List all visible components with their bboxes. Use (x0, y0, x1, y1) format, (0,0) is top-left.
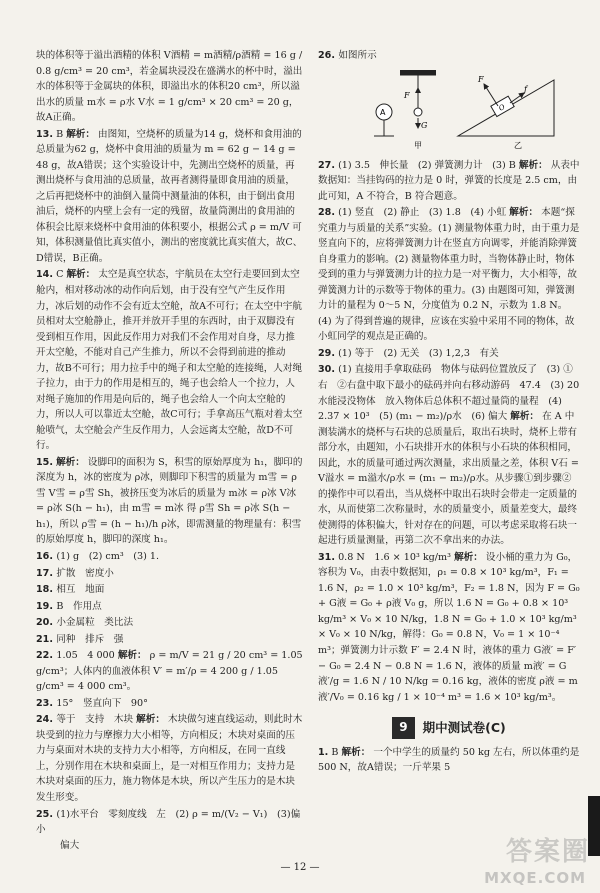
answer-choice: C (56, 269, 64, 281)
answer-text: 1.05 4 000 (56, 650, 115, 662)
answer-c-1 (318, 745, 580, 776)
question-number: 29. (318, 347, 335, 359)
answer-text: 0.8 N 1.6 × 10³ kg/m³ (338, 551, 451, 563)
analysis-label: 解析： (56, 456, 85, 468)
text: 块的体积等于溢出酒精的体积 (36, 50, 161, 61)
analysis-label: 解析： (510, 411, 540, 423)
answer-text: (1)水平台 零刻度线 左 (2) ρ = m/(V₂ − V₁) (3)偏小 (36, 808, 301, 836)
analysis-text: 设小桶的重力为 G₀，容积为 V₀，由表中数据知，ρ₁ = 0.8 × 10³ kg/m³，F₁ = 1.6 N，ρ₂ = 1.0 × 10³ kg/m³，F₂ = 1.8 N，因为 F = G₀ + G液 = G₀ + ρ液 V₀ g，所以 1.6 N = G₀ + 0.8 × 10³ kg/m³ × V₀ × 10 N/kg，1.8 N = G₀ + 1.0 × 10³ kg/m³ × V₀ × 10 N/kg，解得：G₀ = 0.8 N，V₀ = 1 × 10⁻⁴ m³；弹簧测力计示数 F′ = 2.4 N 时，液体的重力 G液′ = F′ − G₀ = 2.4 N − 0.8 N = 1.6 N，液体的质量 m液′ = G液′/g = 1.6 N / 10 N/kg = 0.16 kg，液体的密度 ρ液 = m液′/V₀ = 0.16 kg / 1 × 10⁻⁴ m³ = 1.6 × 10³ kg/m³。 (318, 551, 580, 703)
force-diagram-figure (318, 66, 580, 154)
analysis-label: 解析： (518, 159, 548, 171)
answer-text: 小金属粒 类比法 (56, 617, 134, 629)
question-number: 14. (36, 269, 53, 281)
analysis-label: 解析： (66, 269, 96, 281)
answer-25: 25. (1)水平台 零刻度线 左 (2) ρ = m/(V₂ − V₁) (3)偏小 偏大 (36, 807, 304, 854)
analysis-text: 在 A 中测装满水的烧杯与石块的总质量后，取出石块时，烧杯上带有部分水，由题知，小石块排开水的体积与小石块的体积相同，因此，水的质量可通过两次测量，求出质量之差，体积 V石 = V溢水 = m溢水/ρ水 = (m₁ − m₂)/ρ水。从步骤①到步骤②的操作中可以看出，当从烧杯中取出石块时会带走一定质量的水，从而使第二次称量时，水的质量变小，质量差变大，最终使测得的体积偏大，针对存在的问题，可以考虑采取将石块一起进行质量测量，再第二次不拿出来的办法。 (318, 411, 579, 547)
question-number: 31. (318, 551, 335, 563)
analysis-text: 本题“探究重力与质量的关系”实验。(1) 测量物体重力时，由于重力是竖直向下的，应将弹簧测力计在竖直方向调零，并能消除弹簧自身重力的影响。(2) 测量物体重力时，当物体静止时，物体受到的重力与弹簧测力计的拉力是一对平衡力，大小相等，故弹簧测力计的示数等于物体的重力。(3) 由题图可知，弹簧测力计的量程为 0～5 N，分度值为 0.2 N，示数为 1.8 N。(4) 为了得到普遍的规律，应该在实验中采用不同的物体，故小虹同学的观点是正确的。 (318, 207, 580, 343)
answer-choice: B (56, 128, 64, 140)
answer-18: 18. 相互 地面 (36, 584, 105, 596)
answer-text: 15° 竖直向下 90° (56, 697, 148, 709)
answer-30 (318, 362, 589, 548)
figure-b (458, 75, 554, 150)
answer-28 (318, 205, 580, 345)
analysis-text: ρ = m/V = 21 g / 20 cm³ = 1.05 g/cm³；人体内的血液体积 V′ = m′/ρ = 4 200 g / 1.05 g/cm³ = 4 000 cm³。 (36, 650, 303, 693)
ceiling-bar (400, 70, 436, 75)
answer-15 (36, 455, 304, 548)
answer-23: 23. 15° 竖直向下 90° (36, 697, 148, 709)
answer-text-cont: 偏大 (60, 839, 80, 851)
answer-29 (318, 346, 580, 362)
answer-text: 同种 排斥 强 (56, 633, 124, 645)
section-title: 期中测试卷(C) (422, 719, 506, 735)
question-number: 15. (36, 456, 53, 468)
answer-17: 17. 扩散 密度小 (36, 567, 114, 579)
analysis-text: 设脚印的面积为 S，积雪的原始厚度为 h₁，脚印的深度为 h，冰的密度为 ρ冰，则脚印下积雪的质量为 m雪 = ρ雪 V雪 = ρ雪 Sh，被挤压变为冰后的质量为 m冰 = ρ冰 V冰 = ρ冰 S(h − h₁)，由 m雪 = m冰 得 ρ雪 Sh = ρ冰 S(h − h₁)，所以 ρ雪 = (h − h₁)/h ρ冰，即需测量的物理量有：积雪的原始厚度 h，脚印的深度 h₁。 (36, 456, 303, 546)
figure-a (374, 70, 436, 150)
analysis-label: 解析： (117, 650, 147, 662)
svg-text:G: G (421, 120, 428, 130)
answer-choice: B (331, 746, 339, 758)
force-diagrams (318, 66, 580, 154)
answer-text: (1) 3.5 伸长量 (2) 弹簧测力计 (3) B (338, 159, 516, 171)
figure-a-label: 甲 (414, 140, 422, 150)
formula: V酒精 = m酒精/ρ酒精 = (163, 50, 272, 61)
analysis-text: 由图知，空烧杯的质量为14 g，烧杯和食用油的总质量为62 g，烧杯中食用油的质量为 m = 62 g − 14 g = 48 g，故A错误；这个实验设计中，先测出空烧杯的质量，再测出烧杯与食用油的总质量，故再者测得量即食用油的质量，之后再把烧杯中的油倒入量筒中测量油的体积，由于倒出食用油后，烧杯的内壁上会有一定的残留，故量筒测出的食用油的体积会比原来烧杯中食用油的体积要小，根据公式 ρ = m/V 可知，体积测量值比真实值小，测出的密度就比真实值大，故C、D错误，B正确。 (36, 128, 303, 264)
section-header (318, 717, 580, 738)
section-number: 9 (392, 717, 414, 738)
ball (414, 108, 422, 116)
answer-text: (1) 等于 (2) 无关 (3) 1,2,3 有关 (338, 347, 499, 359)
answer-21: 21. 同种 排斥 强 (36, 633, 124, 645)
answer-13 (36, 127, 304, 267)
answer-text: 如图所示 (338, 50, 377, 61)
analysis-label: 解析： (341, 746, 371, 758)
question-number: 30. (318, 364, 335, 376)
svg-text:f: f (524, 84, 527, 94)
svg-text:F: F (404, 90, 410, 100)
question-number: 27. (318, 159, 335, 171)
left-column (36, 48, 304, 854)
answer-text: (1) 竖直 (2) 静止 (3) 1.8 (4) 小虹 (338, 207, 507, 219)
analysis-label: 解析： (136, 714, 165, 726)
svg-text:A: A (380, 107, 386, 117)
analysis-text: 从表中数据知：当挂钩码的拉力是 0 时，弹簧的长度是 2.5 cm，由此可知，A 不符合，B 符合题意。 (318, 159, 580, 202)
answer-text: (1) g (2) cm³ (3) 1. (56, 551, 160, 562)
answer-20: 20. 小金属粒 类比法 (36, 617, 134, 629)
text: 16 g / 0.8 g/cm³ = 20 cm³，若金属块浸没在盛满水的杯中时，溢出水的体积等于金属块的体积，即溢出水的体积20 cm³，所以溢出水的质量 m水 = ρ水 V水 = 1 g/cm³ × 20 cm³ = 20 g，故A正确。 (36, 50, 303, 124)
analysis-label: 解析： (66, 128, 95, 140)
answer-26: 26. 如图所示 (318, 50, 377, 61)
svg-text:F: F (478, 74, 484, 84)
answer-text: 相互 地面 (56, 584, 105, 596)
question-number: 13. (36, 128, 53, 140)
answer-27 (318, 158, 580, 205)
answer-19: 19. B 作用点 (36, 600, 102, 612)
answer-12-continued (36, 48, 304, 126)
answer-text: 扩散 密度小 (56, 567, 114, 579)
watermark-url: MXQE.COM (484, 869, 586, 887)
analysis-text: 一个中学生的质量约 50 kg 左右，所以体重约是 500 N，故A错误；一斤苹果 5 (318, 746, 580, 774)
answer-16: 16. (1) g (2) cm³ (3) 1. (36, 551, 160, 562)
analysis-label: 解析： (454, 551, 483, 563)
question-number: 28. (318, 207, 335, 219)
answer-text: 等于 支持 木块 (56, 714, 134, 726)
answer-text: B 作用点 (56, 600, 102, 612)
answer-22: 22. 1.05 4 000 解析： ρ = m/V = 21 g / 20 cm³ = 1.05 g/cm³；人体内的血液体积 V′ = m′/ρ = 4 200 g / 1.05 g/cm³ = 4 000 cm³。 (36, 650, 303, 693)
answer-text: (1) 直接用手拿取砝码 物体与砝码位置放反了 (3) ①右 ②右盘中取下最小的砝码并向右移动游码 47.4 (3) 20 水能浸没物体 放入物体后总体积不超过量筒的量程 (4) 2.37 × 10³ (5) (m₁ − m₂)/ρ水 (6) 偏大 (318, 364, 589, 423)
watermark (466, 827, 596, 889)
answer-14 (36, 267, 304, 453)
normal-force-arrow (484, 84, 498, 106)
right-column (318, 48, 589, 777)
answer-24: 24. 等于 支持 木块 解析： 木块做匀速直线运动，则此时木块受到的拉力与摩擦力大小相等，方向相反；木块对桌面的压力与桌面对木块的支持力大小相等，方向相反，在同一直线上，分别作用在木块和桌面上，是一对相互作用力；支持力是木块对桌面的压力，施力物体是木块，所以产生压力的是木块发生形变。 (36, 714, 303, 803)
svg-text:O: O (497, 102, 507, 113)
watermark-logo-text: 答案圈 (505, 837, 590, 867)
analysis-label: 解析： (509, 207, 539, 219)
analysis-text: 木块做匀速直线运动，则此时木块受到的拉力与摩擦力大小相等，方向相反；木块对桌面的压力与桌面对木块的支持力大小相等，方向相反，在同一直线上，分别作用在木块和桌面上，是一对相互作用力；支持力是木块对桌面的压力，施力物体是木块，所以产生压力的是木块发生形变。 (36, 714, 303, 803)
answer-31 (318, 550, 580, 705)
question-number: 1. (318, 746, 329, 758)
page-number: — 12 — (280, 862, 320, 873)
figure-b-label: 乙 (514, 140, 522, 150)
analysis-text: 太空是真空状态，宇航员在太空行走要回到太空舱内，相对移动冰的动作向后划，由于没有空气产生反作用力，冰后划的动作不会有近太空舱，故A不可行；在太空中宇航员相对太空舱静止，推开并放开手里的东西时，由于双脚没有受到相互作用，因此反作用力对我们不会作用对自身，尽力推开太空舱，不能对自己产生推力，所以不会得到前进的推动力，故B不可行；用力拉手中的绳子和太空舱的连接绳，人对绳子拉力，由于力的作用是相互的，绳子也会给人一个拉力，人对绳子施加的作用是向后的，绳子也会给人一个向太空舱的力，所以人可以靠近太空舱，故C可行；手拿高压气瓶对着太空舱喷气，太空舱会产生反作用力，人会远离太空舱，故D不可行。 (36, 269, 303, 452)
